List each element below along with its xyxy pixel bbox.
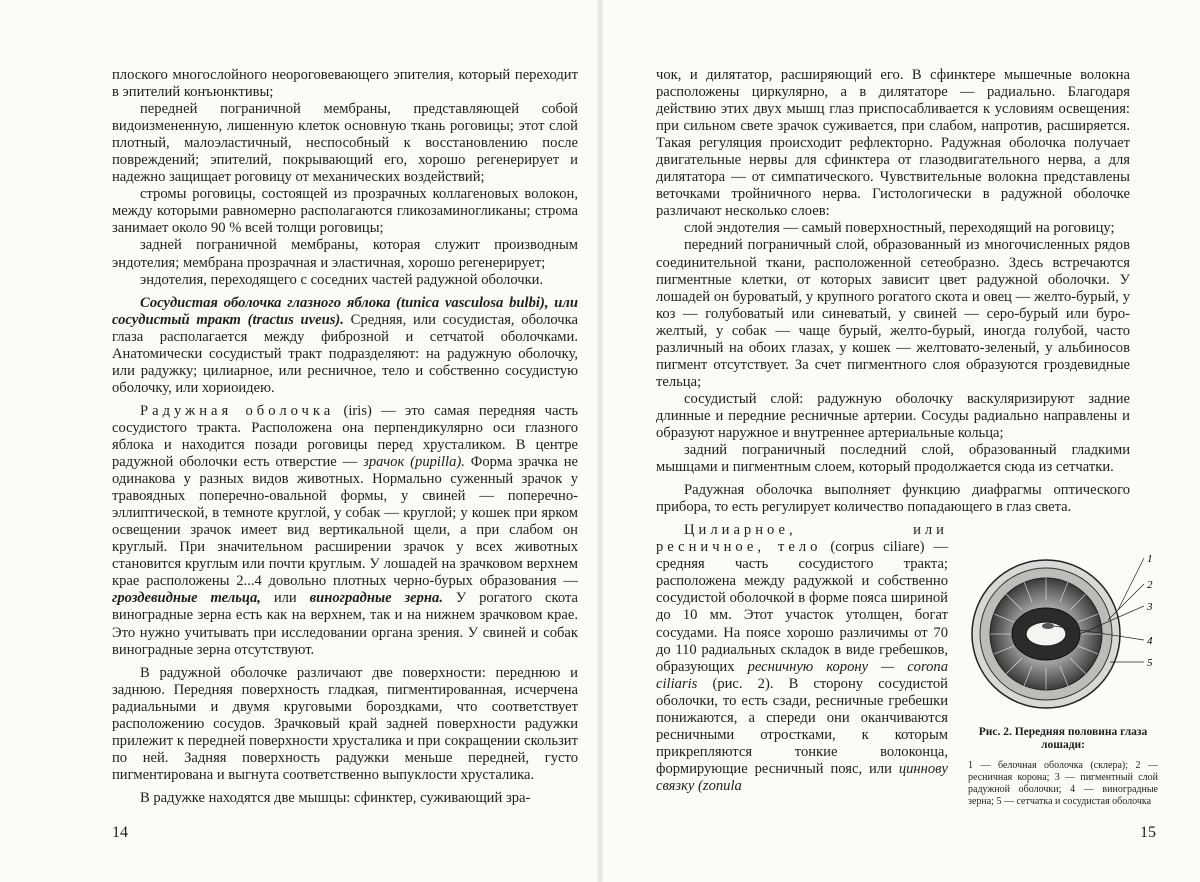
italic-term: виноградные зерна. (309, 590, 443, 607)
layer-item: сосудистый слой: радужную оболочку васкуляризируют задние длинные и передние ресничные артерии. Сосуды радиально направлены и образуют наружное и внутреннее артериальные кольца; (656, 390, 1130, 441)
figure-legend: 1 — белочная оболочка (склера); 2 — ресничная корона; 3 — пигментный слой радужной оболочки; 4 — виноградные зерна; 5 — сетчатка и сосудистая оболочка (968, 760, 1158, 807)
diaphragm-paragraph: Радужная оболочка выполняет функцию диафрагмы оптического прибора, то есть регулирует количество попадающего в глаз света. (656, 482, 1130, 516)
muscles-paragraph: В радужке находятся две мышцы: сфинктер, суживающий зра- (140, 789, 531, 806)
layer-item: слой эндотелия — самый поверхностный, переходящий на роговицу; (684, 220, 1115, 237)
paragraph: плоского многослойного неороговевающего эпителия, который переходит в эпителий конъюнктивы; (112, 67, 578, 101)
spaced-term: Цилиарное, или ресничное, тело (656, 522, 948, 556)
paragraph-body: Средняя, или сосудистая, оболочка глаза располагается между фиброзной и сетчатой оболочками. Анатомически сосудистый тракт подразделяют: на радужную оболочку, или радужку; цилиарное, или ресничное, тело и собственно сосудистую оболочку, или хориоидею. (112, 311, 578, 396)
text-run: Форма зрачка не одинакова у разных видов животных. Нормально суженный зрачок у травоядных поперечно-овальной формы, у свиней — поперечно-эллиптической, в темноте круглой, у собак — круглой; у кошек при ярком освещении зрачок имеет вид вертикальной щели, а при слабом он круглый. При значительном расширении зрачок у всех животных становится круглым или почти круглым. У лошадей на зрачковом верхнем крае расположены 2...4 довольно плотных черно-бурых образования — (112, 454, 578, 590)
italic-term: ресничную корону — corona ciliaris (656, 658, 948, 692)
page-number: 15 (1140, 824, 1156, 841)
text-run: У рогатого скота виноградные зерна есть как на верхнем, так и на нижнем зрачковом крае. Это нужно учитывать при исследовании органа зрения. У свиней и собак виноградные зерна отсутствуют. (112, 590, 578, 658)
figure-label-1: 1 (1147, 553, 1153, 565)
right-page (600, 0, 1200, 882)
iris-paragraph (112, 403, 578, 659)
paragraph: эндотелия, переходящего с соседних частей радужной оболочки. (140, 271, 544, 288)
figure-label-2: 2 (1147, 579, 1153, 591)
left-text-column (112, 67, 578, 807)
paragraph: стромы роговицы, состоящей из прозрачных коллагеновых волокон, между которыми равномерно располагаются гликозаминогликаны; строма занимает около 90 % всей толщи роговицы; (112, 186, 578, 237)
text-run: или (260, 590, 310, 607)
eye-figure (968, 552, 1158, 808)
ciliary-paragraph (656, 522, 948, 795)
figure-label-5: 5 (1147, 657, 1153, 669)
text-run: (рис. 2). В сторону сосудистой оболочки, то есть сзади, ресничные гребешки понижаются, а спереди они оканчиваются ресничными отростками, к которым прикрепляются тонкие волоконца, формирующие ресничный пояс, или (656, 675, 948, 777)
layer-item: передний пограничный слой, образованный из многочисленных рядов соединительной ткани, расположенной сетеобразно. Здесь встречаются пигментные клетки, от которых зависит цвет радужной оболочки. У лошадей он буроватый, у крупного рогатого скота и овец — желто-бурый, у коз — голубоватый или синеватый, у свиней — серо-бурый или буро-желтый, у собак — чаще бурый, желто-бурый, иногда голубой, часто различный на обоих глазах, у кошек — желтовато-зеленый, у альбиносов пигмент отсутствует. За счет пигментного слоя образуются гроздевидные тельца; (656, 237, 1130, 390)
spaced-term: Радужная оболочка (140, 402, 335, 419)
figure-caption: Рис. 2. Передняя половина глаза лошади: (978, 726, 1148, 751)
italic-term: циннову связку (zonula (656, 760, 948, 794)
layer-item: задний пограничный последний слой, образованный гладкими мышцами и пигментным слоем, который продолжается сюда из сетчатки. (656, 442, 1130, 476)
section-heading: Сосудистая оболочка глазного яблока (tunica vasculosa bulbi), или сосудистый тракт (tractus uveus). (112, 294, 578, 328)
paragraph: передней пограничной мембраны, представляющей собой видоизмененную, лишенную клеток основную ткань роговицы; этот слой плотный, малоэластичный, неспособный к восстановлению после повреждений; эпителий, покрывающий его, хорошо регенерирует и надежно защищает роговицу от механических воздействий; (112, 101, 578, 186)
paragraph: задней пограничной мембраны, которая служит производным эндотелия; мембрана прозрачная и эластичная, хорошо регенерирует; (112, 237, 578, 271)
paragraph: чок, и дилятатор, расширяющий его. В сфинктере мышечные волокна расположены циркулярно, а в дилятаторе — радиально. Благодаря действию этих двух мышц глаз приспосабливается к условиям освещения: при сильном свете зрачок суживается, при слабом, напротив, расширяется. Такая регуляция происходит рефлекторно. Радужная оболочка получает двигательные нервы для сфинктера от глазодвигательного нерва, а для дилятатора — от симпатического. Чувствительные волокна представлены веточками тройничного нерва. Гистологически в радужной оболочке различают несколько слоев: (656, 67, 1130, 220)
text-run: (corpus ciliare) — средняя часть сосудистого тракта; расположена между радужкой и собственно сосудистой оболочкой в форме пояса шириной до 10 мм. Этот участок утолщен, богат сосудами. На поясе хорошо различимы от 70 до 110 радиальных складок в виде гребешков, образующих (656, 539, 949, 675)
vascular-tunic-paragraph (112, 295, 578, 397)
grape-bodies (1042, 623, 1054, 629)
text-run: (iris) — это самая передняя часть сосудистого тракта. Расположена она перпендикулярно оси глазного яблока и находится позади роговицы перед хрусталиком. В центре радужной оболочки есть отверстие — (112, 402, 578, 471)
eye-diagram (968, 552, 1158, 722)
figure-label-3: 3 (1147, 601, 1153, 613)
surfaces-paragraph: В радужной оболочке различают две поверхности: переднюю и заднюю. Передняя поверхность гладкая, пигментированная, исчерчена радиальными и двумя круговыми бороздками, что соответствует расположению сосудов. Зрачковый край задней поверхности радужки прилежит к передней поверхности хрусталика и при сокращении скользит по ней. Задняя поверхность радужки меньше передней, густо пигментирована и выгнута соответственно выпуклости хрусталика. (112, 664, 578, 783)
italic-term: гроздевидные тельца, (112, 590, 261, 607)
page-number: 14 (112, 824, 128, 841)
italic-term: зрачок (pupilla). (363, 454, 465, 471)
figure-label-4: 4 (1147, 635, 1153, 647)
